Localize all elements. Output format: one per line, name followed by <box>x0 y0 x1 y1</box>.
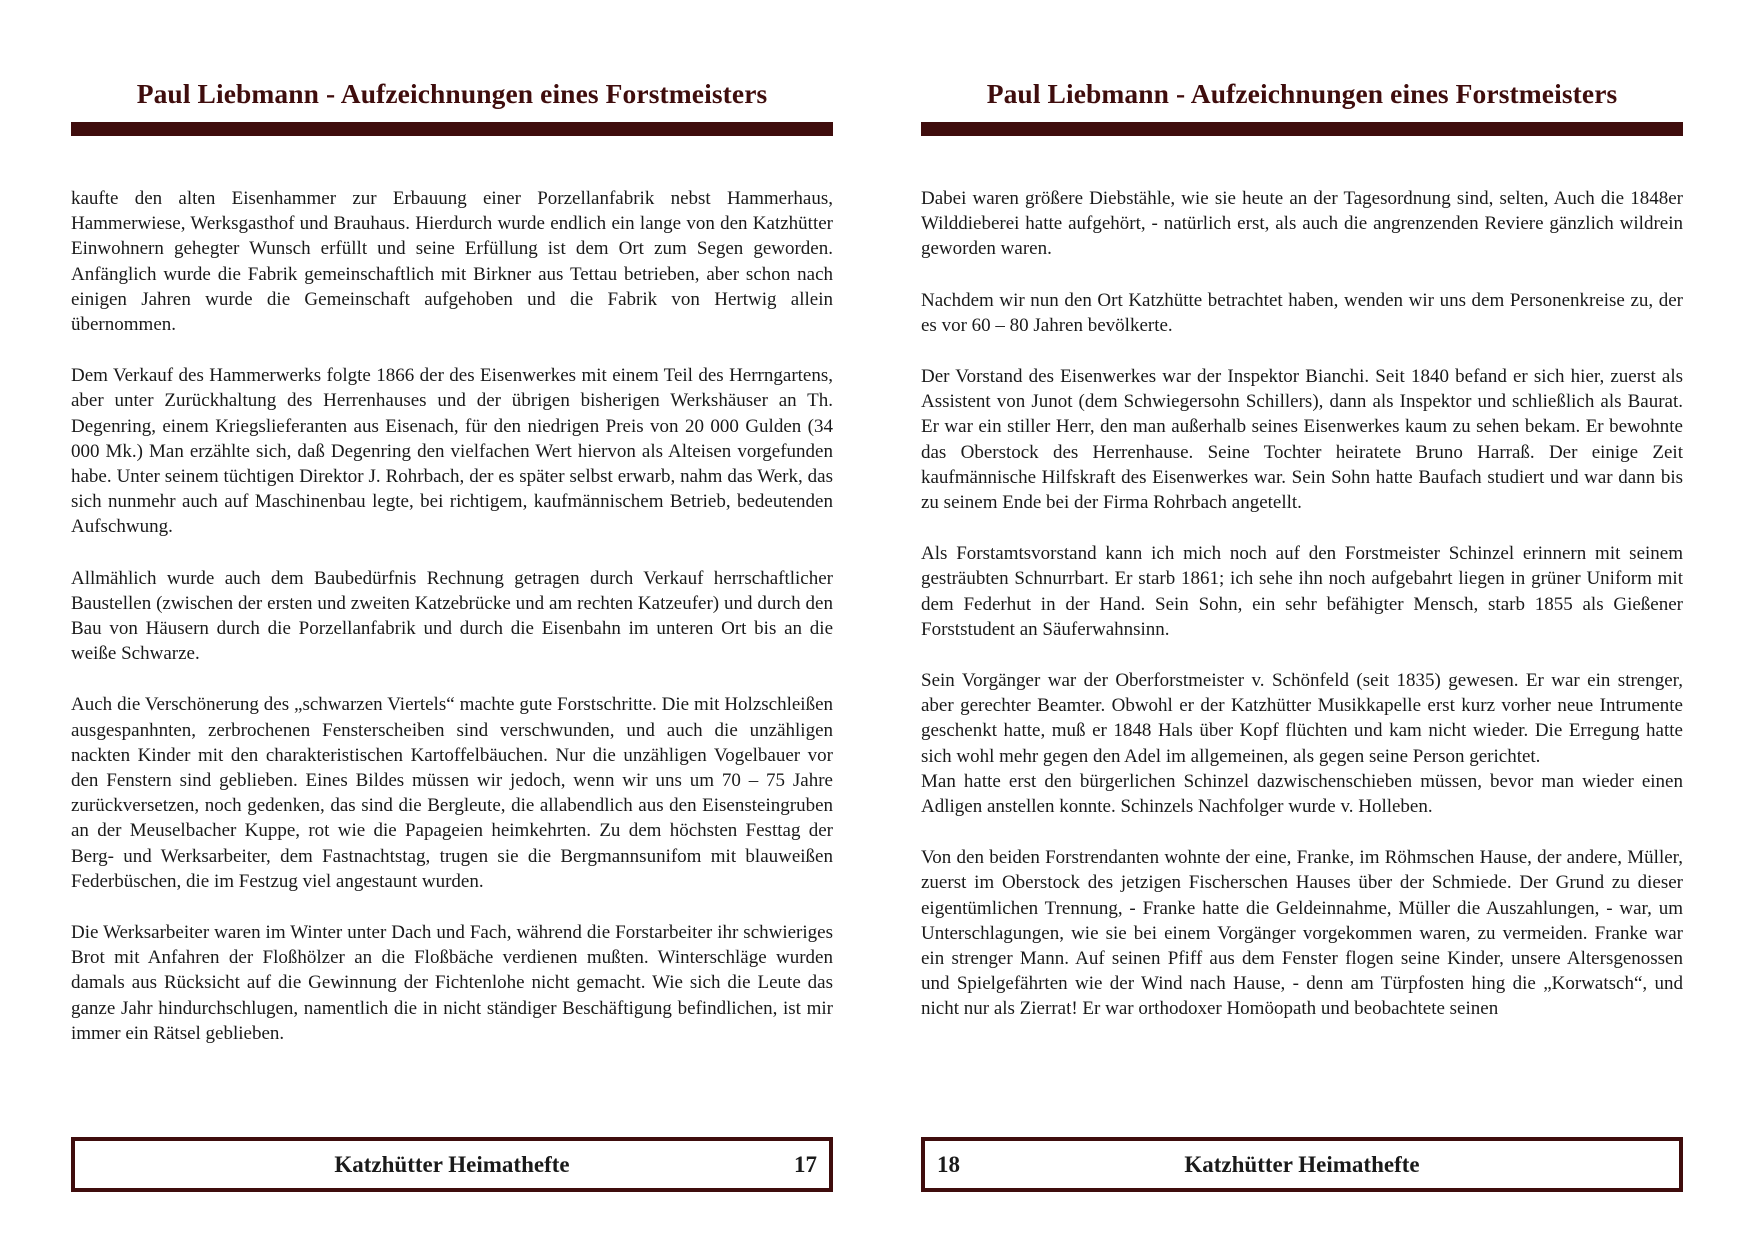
left-paragraph-2: Dem Verkauf des Hammerwerks folgte 1866 der des Eisenwerkes mit einem Teil des Herrngartens, aber unter Zurückhaltung des Herrenhauses und der übrigen bisherigen Werkshäuser an Th. Degenring, einem Kriegslieferanten aus Eisenach, für den niedrigen Preis von 20 000 Gulden (34 000 Mk.) Man erzählte sich, daß Degenring den vielfachen Wert hiervon als Alteisen vorgefunden habe. Unter seinem tüchtigen Direktor J. Rohrbach, der es später selbst erwarb, nahm das Werk, das sich nunmehr auch auf Maschinenbau legte, bei richtigem, kaufmännischem Betrieb, bedeutenden Aufschwung. <box>71 365 833 538</box>
right-page-footer <box>921 1137 1683 1192</box>
right-paragraph-7: Von den beiden Forstrendanten wohnte der eine, Franke, im Röhmschen Hause, der andere, Müller, zuerst im Oberstock des jetzigen Fischerschen Hauses über der Schmiede. Der Grund zu dieser eigentümlichen Trennung, - Franke hatte die Geldeinnahme, Müller die Auszahlungen, - war, um Unterschlagungen, wie sie bei einem Vorgänger vorgekommen waren, zu vermeiden. Franke war ein strenger Mann. Auf seinen Pfiff aus dem Fenster flogen seine Kinder, unsere Altersgenossen und Spielgefährten wie der Wind nach Hause, - denn am Türpfosten hing die „Korwatsch“, und nicht nur als Zierrat! Er war orthodoxer Homöopath und beobachtete seinen <box>921 847 1683 1020</box>
left-page-body <box>71 186 833 1072</box>
left-page-number: 17 <box>794 1152 817 1177</box>
right-paragraph-4: Als Forstamtsvorstand kann ich mich noch auf den Forstmeister Schinzel erinnern mit seinem gesträubten Schnurrbart. Er starb 1861; ich sehe ihn noch aufgebahrt liegen in grüner Uniform mit dem Federhut in der Hand. Sein Sohn, ein sehr befähigter Mensch, starb 1855 als Gießener Forststudent an Säuferwahnsinn. <box>921 543 1683 640</box>
left-page-footer <box>71 1137 833 1192</box>
right-page-body <box>921 186 1683 1048</box>
left-page <box>71 0 833 1240</box>
left-paragraph-1: kaufte den alten Eisenhammer zur Erbauung einer Porzellanfabrik nebst Hammerhaus, Hammerwiese, Werksgasthof und Brauhaus. Hierdurch wurde endlich ein lange von den Katzhütter Einwohnern gehegter Wunsch erfüllt und seine Erfüllung ist dem Ort zum Segen geworden. Anfänglich wurde die Fabrik gemeinschaftlich mit Birkner aus Tettau betrieben, aber schon nach einigen Jahren wurde die Gemeinschaft aufgehoben und die Fabrik von Hertwig allein übernommen. <box>71 188 833 336</box>
right-paragraph-2: Nachdem wir nun den Ort Katzhütte betrachtet haben, wenden wir uns dem Personenkreise zu, der es vor 60 – 80 Jahren bevölkerte. <box>921 289 1683 336</box>
right-page <box>921 0 1683 1240</box>
left-paragraph-3: Allmählich wurde auch dem Baubedürfnis Rechnung getragen durch Verkauf herrschaftlicher Baustellen (zwischen der ersten und zweiten Katzebrücke und am rechten Katzeufer) und durch den Bau von Häusern durch die Porzellanfabrik und durch die Eisenbahn im unteren Ort bis an die weiße Schwarze. <box>71 567 833 665</box>
right-footer-title: Katzhütter Heimathefte <box>1184 1152 1420 1177</box>
left-paragraph-4: Auch die Verschönerung des „schwarzen Viertels“ machte gute Forstschritte. Die mit Holzschleißen ausgespanhnten, zerbrochenen Fensterscheiben sind verschwunden, und auch die unzähligen nackten Kinder mit den charakteristischen Kartoffelbäuchen. Nur die unzähligen Vogelbauer vor den Fenstern sind geblieben. Eines Bildes müssen wir jedoch, wenn wir uns um 70 – 75 Jahre zurückversetzen, noch gedenken, das sind die Bergleute, die allabendlich aus den Eisensteingruben an der Meuselbacher Kuppe, rot wie die Papageien heimkehrten. Zu dem höchsten Festtag der Berg- und Werksarbeiter, dem Fastnachtstag, trugen sie die Bergmannsunifom mit blauweißen Federbüschen, die im Festzug viel angestaunt wurden. <box>71 694 833 892</box>
right-paragraph-6: Man hatte erst den bürgerlichen Schinzel dazwischenschieben müssen, bevor man wieder einen Adligen anstellen konnte. Schinzels Nachfolger wurde v. Holleben. <box>921 770 1683 818</box>
left-page-header-rule <box>71 122 833 136</box>
left-page-header-title: Paul Liebmann - Aufzeichnungen eines Forstmeisters <box>136 78 768 109</box>
left-paragraph-5: Die Werksarbeiter waren im Winter unter Dach und Fach, während die Forstarbeiter ihr schwieriges Brot mit Anfahren der Floßhölzer an die Floßbäche verdienen mußten. Winterschläge wurden damals aus Rücksicht auf die Gewinnung der Fichtenlohe nicht gemacht. Wie sich die Leute das ganze Jahr hindurchschlugen, namentlich die in nicht ständiger Beschäftigung befindlichen, ist mir immer ein Rätsel geblieben. <box>71 922 833 1044</box>
right-page-header-rule <box>921 122 1683 136</box>
left-footer-title: Katzhütter Heimathefte <box>334 1152 570 1177</box>
right-paragraph-1: Dabei waren größere Diebstähle, wie sie heute an der Tagesordnung sind, selten, Auch die 1848er Wilddieberei hatte aufgehört, - natürlich erst, als auch die angrenzenden Reviere gänzlich wildrein geworden waren. <box>921 188 1683 260</box>
right-page-number: 18 <box>937 1152 960 1177</box>
right-paragraph-5: Sein Vorgänger war der Oberforstmeister v. Schönfeld (seit 1835) gewesen. Er war ein strenger, aber gerechter Beamter. Obwohl er der Katzhütter Musikkapelle erst kurz vorher neue Intrumente geschenkt hatte, muß er 1848 Hals über Kopf flüchten und kam nicht wieder. Die Erregung hatte sich wohl mehr gegen den Adel im allgemeinen, als gegen seine Person gerichtet. <box>921 670 1683 767</box>
right-page-header-title: Paul Liebmann - Aufzeichnungen eines Forstmeisters <box>986 78 1618 109</box>
right-paragraph-3: Der Vorstand des Eisenwerkes war der Inspektor Bianchi. Seit 1840 befand er sich hier, zuerst als Assistent von Junot (dem Schwiegersohn Schillers), dann als Inspektor und schließlich als Baurat. Er war ein stiller Herr, den man außerhalb seines Eisenwerkes kaum zu sehen bekam. Er bewohnte das Oberstock des Herrenhause. Seine Tochter heiratete Bruno Harraß. Der einige Zeit kaufmännische Hilfskraft des Eisenwerkes war. Sein Sohn hatte Baufach studiert und war dann bis zu seinem Ende bei der Firma Rohrbach angetellt. <box>921 366 1683 514</box>
